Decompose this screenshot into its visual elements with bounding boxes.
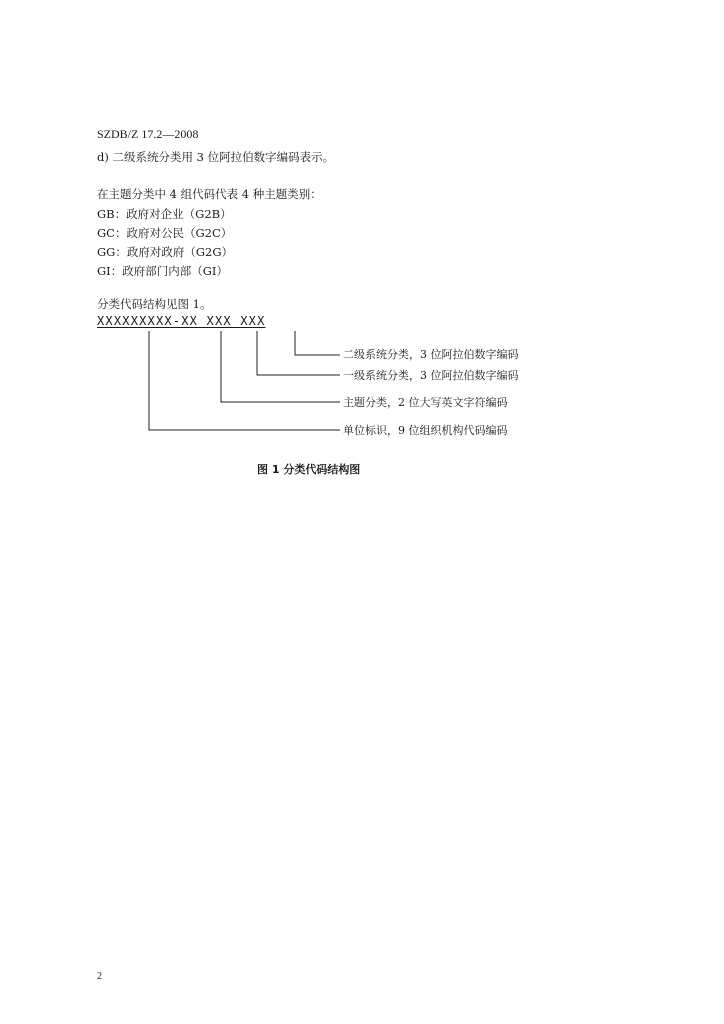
connector-secondary <box>295 331 340 355</box>
page-number: 2 <box>97 971 102 982</box>
standard-code-header: SZDB/Z 17.2—2008 <box>97 127 199 141</box>
category-gg: GG：政府对政府（G2G） <box>97 245 234 259</box>
label-topic-classification: 主题分类，2 位大写英文字符编码 <box>343 396 508 409</box>
figure-reference-text: 分类代码结构见图 1。 <box>97 297 212 311</box>
item-d-text: d) 二级系统分类用 3 位阿拉伯数字编码表示。 <box>97 150 335 164</box>
connector-unit-id <box>149 331 340 430</box>
connector-topic <box>221 331 340 402</box>
label-unit-identifier: 单位标识，9 位组织机构代码编码 <box>343 424 508 437</box>
code-pattern: XXXXXXXXX-XX XXX XXX <box>97 314 266 328</box>
connector-primary <box>257 331 340 375</box>
label-primary-classification: 一级系统分类，3 位阿拉伯数字编码 <box>343 369 519 382</box>
topic-intro-text: 在主题分类中 4 组代码代表 4 种主题类别： <box>97 187 322 201</box>
category-gc: GC：政府对公民（G2C） <box>97 226 233 240</box>
category-gb: GB：政府对企业（G2B） <box>97 207 232 221</box>
category-gi: GI：政府部门内部（GI） <box>97 264 228 278</box>
label-secondary-classification: 二级系统分类，3 位阿拉伯数字编码 <box>343 348 519 361</box>
figure-caption: 图 1 分类代码结构图 <box>257 463 361 476</box>
